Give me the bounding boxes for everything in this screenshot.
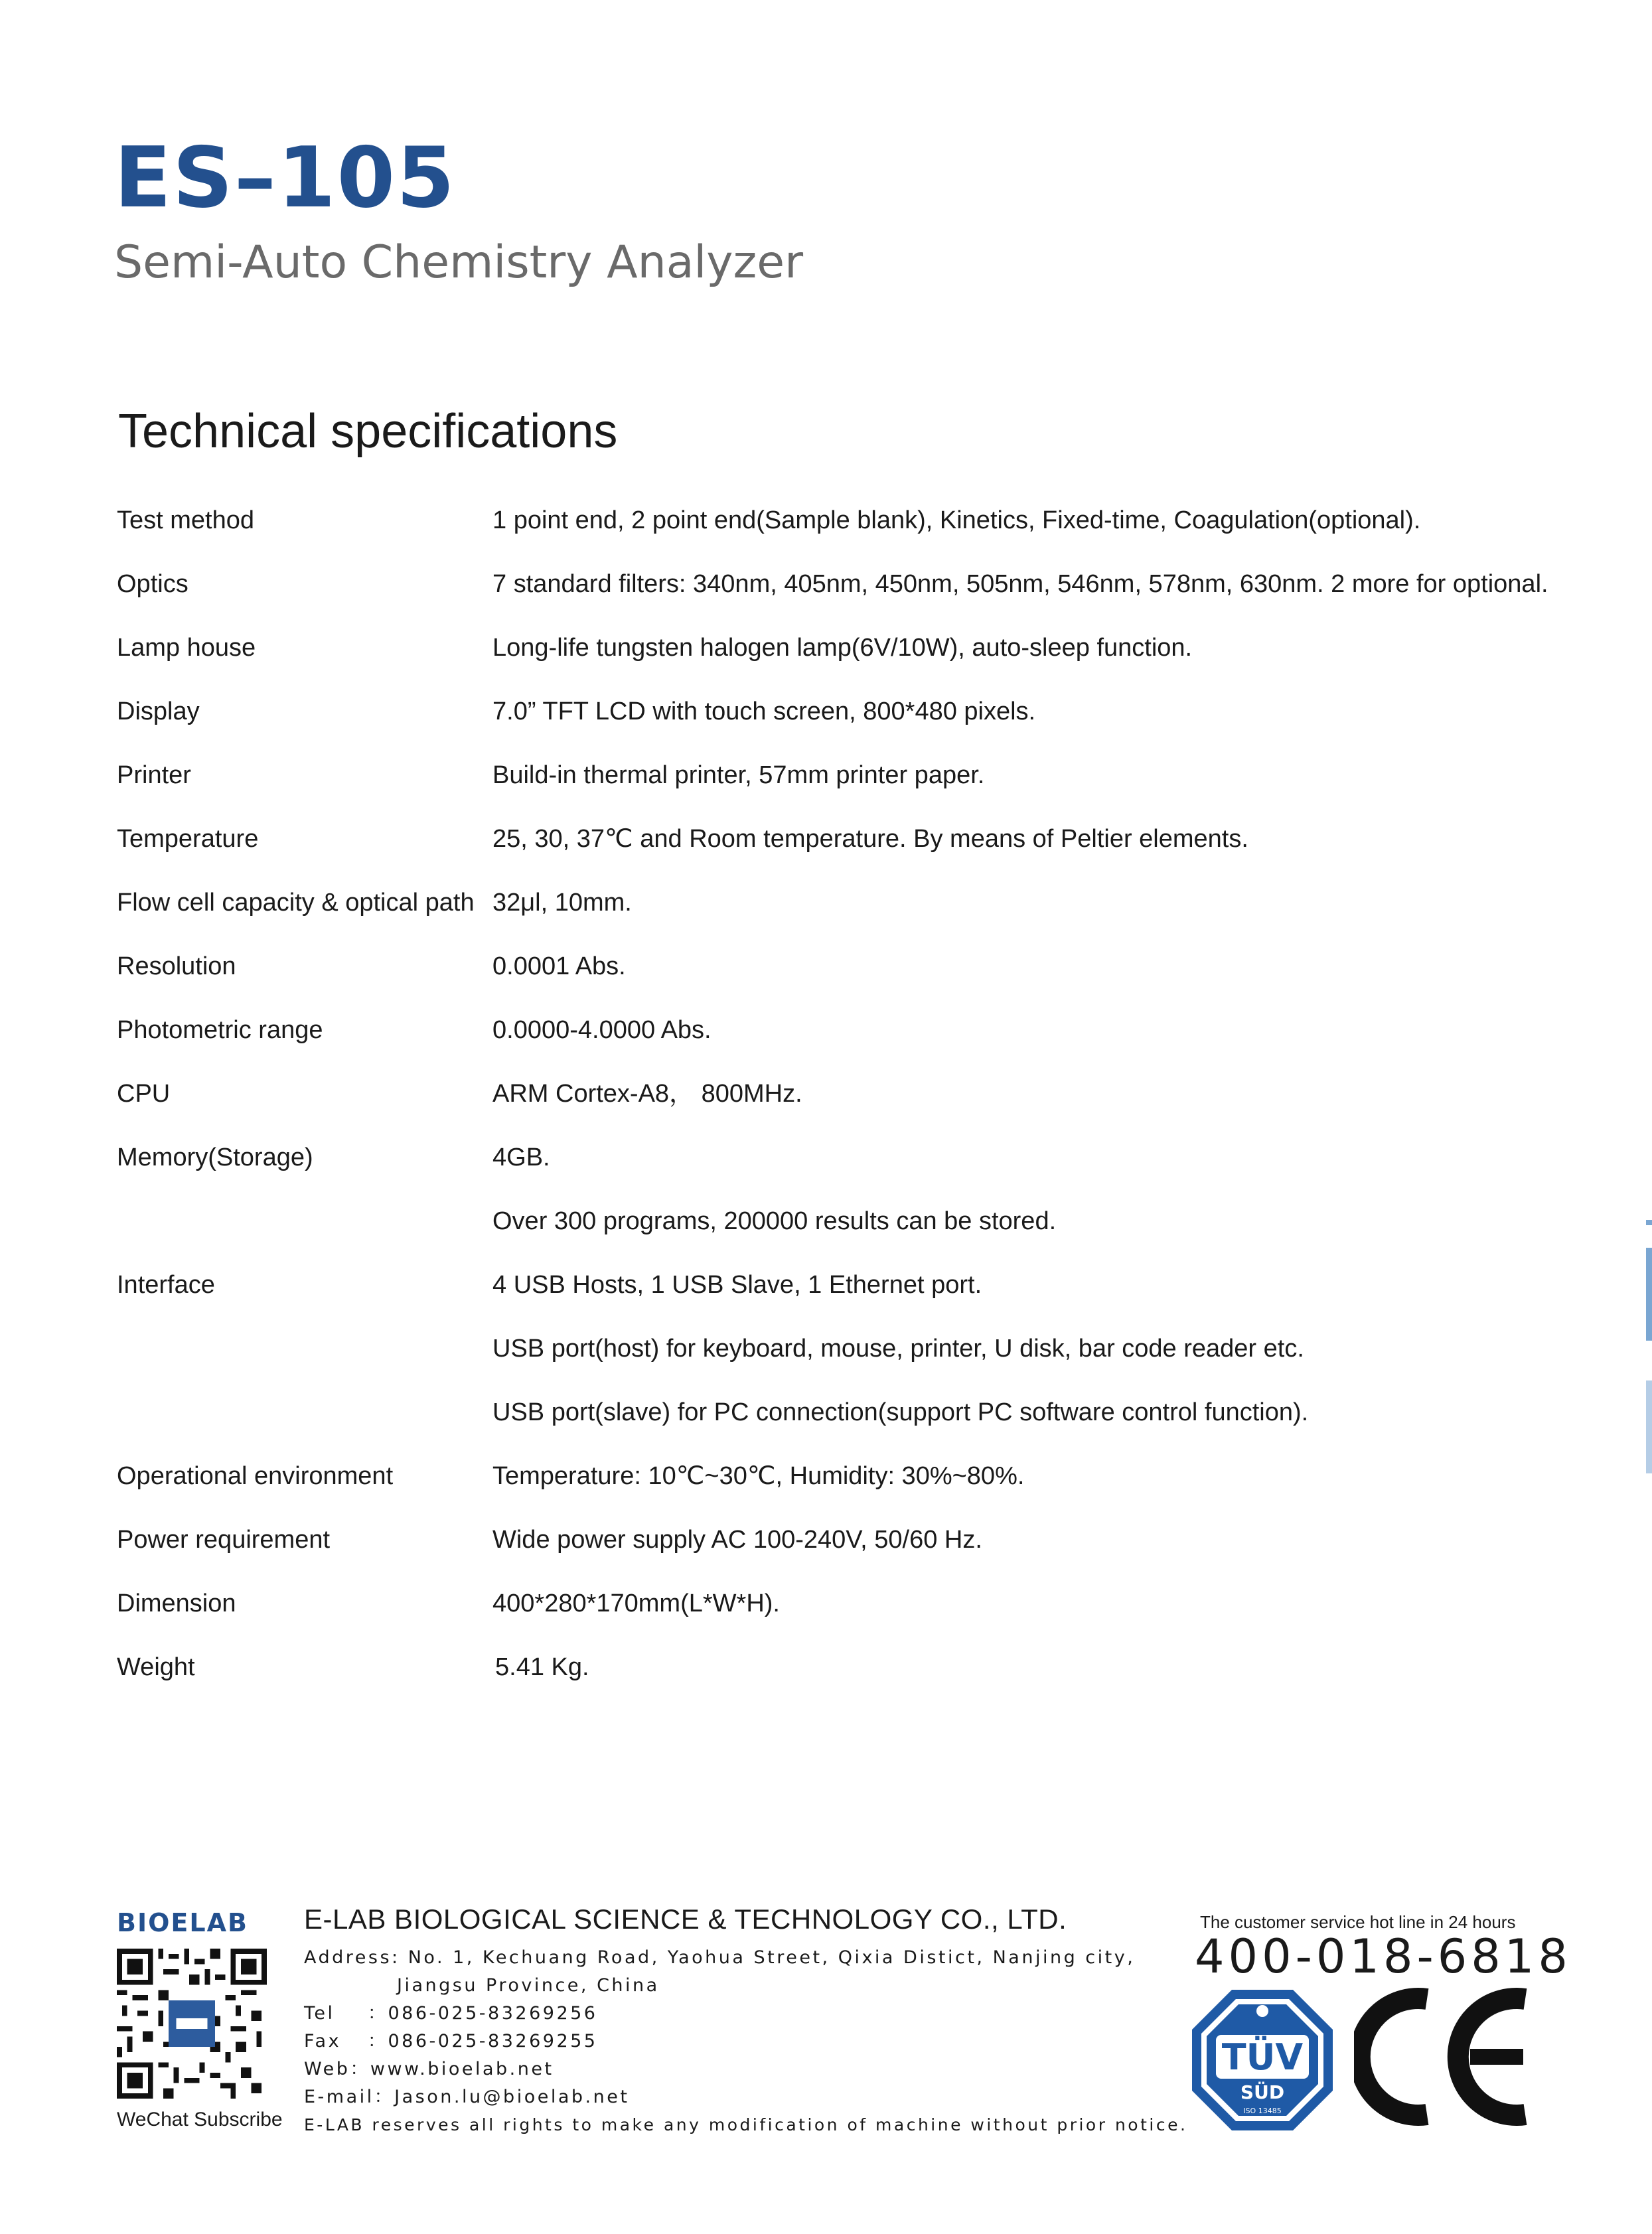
wechat-label: WeChat Subscribe (117, 2109, 283, 2130)
fax-label: Fax (304, 2031, 342, 2051)
spec-row-temperature (117, 819, 1544, 883)
tuv-sud-certification-icon (1189, 1987, 1335, 2133)
spec-value: 400*280*170mm(L*W*H). (492, 1590, 780, 1617)
spec-row-test-method (117, 500, 1544, 564)
spec-row-memory-detail (117, 1201, 1544, 1265)
tuv-sub-text: SÜD (1240, 2081, 1285, 2103)
spec-label: Photometric range (117, 1016, 323, 1044)
spec-row-operational-environment (117, 1456, 1544, 1520)
contact-block (304, 1944, 1187, 2139)
disclaimer: E-LAB reserves all rights to make any modification of machine without prior notice. (304, 2115, 1188, 2134)
spec-row-dimension (117, 1584, 1544, 1647)
specs-table (117, 500, 1548, 1711)
product-subtitle: Semi-Auto Chemistry Analyzer (114, 236, 804, 289)
spec-row-cpu (117, 1074, 1544, 1138)
wechat-qr-code (117, 1949, 267, 2099)
spec-value: 32μl, 10mm. (492, 889, 632, 917)
spec-label: Dimension (117, 1590, 236, 1617)
spec-row-interface-host (117, 1329, 1544, 1392)
address-line-2: Jiangsu Province, China (397, 1975, 660, 1996)
spec-value: 1 point end, 2 point end(Sample blank), Kinetics, Fixed-time, Coagulation(optional). (492, 506, 1421, 534)
spec-row-flow-cell (117, 883, 1544, 946)
spec-label: Lamp house (117, 634, 256, 662)
fax-line (304, 2028, 1187, 2055)
spec-label: CPU (117, 1080, 171, 1108)
hotline-number[interactable]: 400-018-6818 (1195, 1929, 1572, 1984)
page-edge-mark (1646, 1380, 1652, 1473)
spec-value: 5.41 Kg. (495, 1653, 589, 1681)
spec-label: Test method (117, 506, 254, 534)
spec-value: Wide power supply AC 100-240V, 50/60 Hz. (492, 1526, 982, 1554)
spec-value: 0.0000-4.0000 Abs. (492, 1016, 712, 1044)
spec-row-interface (117, 1265, 1544, 1329)
spec-label: Printer (117, 761, 191, 789)
spec-row-lamp-house (117, 628, 1544, 692)
spec-value: 4 USB Hosts, 1 USB Slave, 1 Ethernet port. (492, 1271, 982, 1299)
specs-heading: Technical specifications (118, 405, 618, 458)
spec-row-memory (117, 1138, 1544, 1201)
tuv-iso-text: ISO 13485 (1243, 2107, 1282, 2115)
spec-value: Temperature: 10℃~30℃, Humidity: 30%~80%. (492, 1462, 1025, 1490)
spec-label: Flow cell capacity & optical path (117, 889, 475, 917)
spec-label: Memory(Storage) (117, 1144, 313, 1171)
spec-value: USB port(host) for keyboard, mouse, printer, U disk, bar code reader etc. (492, 1335, 1304, 1363)
spec-value: USB port(slave) for PC connection(support PC software control function). (492, 1398, 1309, 1426)
spec-value: 4GB. (492, 1144, 550, 1171)
fax-number: ：086-025-83269255 (368, 2031, 598, 2051)
spec-row-printer (117, 755, 1544, 819)
tel-label: Tel (304, 2003, 335, 2024)
spec-value: Over 300 programs, 200000 results can be stored. (492, 1207, 1057, 1235)
brand-text: BIOELAB (117, 1909, 248, 1937)
spec-value: ARM Cortex-A8， 800MHz. (492, 1080, 802, 1108)
spec-row-display (117, 692, 1544, 755)
bioelab-logo (117, 1909, 269, 1937)
spec-value: 25, 30, 37℃ and Room temperature. By means of Peltier elements. (492, 825, 1248, 853)
spec-value: Build-in thermal printer, 57mm printer paper. (492, 761, 985, 789)
spec-row-resolution (117, 946, 1544, 1010)
spec-label: Interface (117, 1271, 215, 1299)
spec-value: Long-life tungsten halogen lamp(6V/10W), auto-sleep function. (492, 634, 1193, 662)
spec-row-photometric-range (117, 1010, 1544, 1074)
ce-mark-icon (1354, 1987, 1533, 2126)
spec-label: Power requirement (117, 1526, 331, 1554)
spec-label: Operational environment (117, 1462, 394, 1490)
tel-line (304, 2000, 1187, 2028)
page-edge-mark (1646, 1220, 1652, 1225)
spec-value: 7.0” TFT LCD with touch screen, 800*480 pixels. (492, 698, 1036, 725)
address-line-1: Address: No. 1, Kechuang Road, Yaohua Street, Qixia Distict, Nanjing city, (304, 1947, 1136, 1968)
tel-number: ：086-025-83269256 (368, 2003, 598, 2024)
spec-value: 7 standard filters: 340nm, 405nm, 450nm, 505nm, 546nm, 578nm, 630nm. 2 more for optional. (492, 570, 1548, 598)
spec-row-interface-slave (117, 1392, 1544, 1456)
hotline-label: The customer service hot line in 24 hours (1200, 1912, 1516, 1932)
spec-value: 0.0001 Abs. (492, 952, 626, 980)
product-title: ES–105 (114, 129, 456, 226)
spec-label: Resolution (117, 952, 236, 980)
company-name: E-LAB BIOLOGICAL SCIENCE & TECHNOLOGY CO., LTD. (304, 1903, 1067, 1935)
spec-label: Weight (117, 1653, 195, 1681)
spec-label: Optics (117, 570, 188, 598)
page-edge-mark (1646, 1248, 1652, 1341)
tuv-text: TÜV (1221, 2036, 1304, 2078)
spec-label: Temperature (117, 825, 259, 853)
spec-label: Display (117, 698, 200, 725)
spec-row-optics (117, 564, 1548, 628)
email-line[interactable]: E-mail：Jason.lu@bioelab.net (304, 2087, 630, 2107)
web-line[interactable]: Web：www.bioelab.net (304, 2059, 554, 2079)
spec-row-power-requirement (117, 1520, 1544, 1584)
spec-row-weight (117, 1647, 1544, 1711)
